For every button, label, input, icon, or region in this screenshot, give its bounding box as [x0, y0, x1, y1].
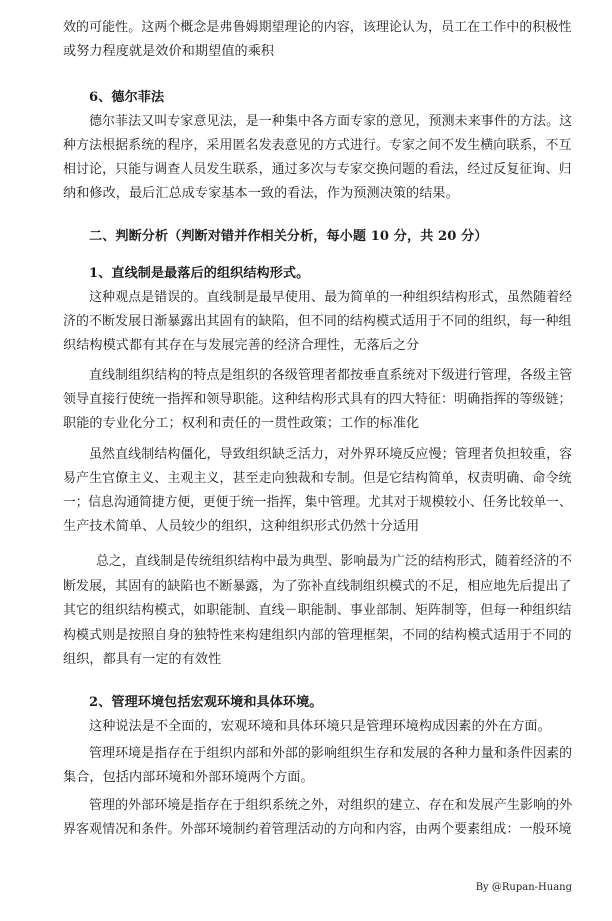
text-line: 断发展，其固有的缺陷也不断暴露，为了弥补直线制组织模式的不足，相应地先后提出了 [63, 579, 572, 594]
text-line: 济的不断发展日渐暴露出其固有的缺陷，但不同的结构模式适用于不同的组织，每一种组 [63, 314, 572, 329]
text-line: 德尔菲法又叫专家意见法，是一种集中各方面专家的意见，预测未来事件的方法。这 [89, 114, 573, 129]
text-line: 易产生官僚主义、主观主义，甚至走向独裁和专制。但是它结构简单，权责明确、命令统 [63, 471, 572, 486]
text-line: 生产技术简单、人员较少的组织，这种组织形式仍然十分适用 [63, 519, 420, 534]
text-line: 相讨论，只能与调查人员发生联系，通过多次与专家交换问题的看法，经过反复征询、归 [63, 162, 572, 177]
text-line: 组织，都具有一定的有效性 [63, 652, 222, 667]
text-line: 这种观点是错误的。直线制是最早使用、最为简单的一种组织结构形式，虽然随着经 [89, 290, 573, 305]
section-heading: 二、判断分析（判断对错并作相关分析，每小题 10 分，共 20 分） [89, 229, 488, 244]
section-heading: 2、管理环境包括宏观环境和具体环境。 [89, 695, 323, 710]
text-line: 种方法根据系统的程序，采用匿名发表意见的方式进行。专家之间不发生横向联系，不互 [63, 138, 572, 153]
text-line: 总之，直线制是传统组织结构中最为典型、影响最为广泛的结构形式，随着经济的不 [96, 554, 573, 569]
text-line: 或努力程度就是效价和期望值的乘积 [63, 44, 275, 59]
text-line: 效的可能性。这两个概念是弗鲁姆期望理论的内容，该理论认为，员工在工作中的积极性 [63, 20, 572, 35]
text-line: 直线制组织结构的特点是组织的各级管理者都按垂直系统对下级进行管理，各级主管 [89, 368, 573, 383]
text-line: 集合，包括内部环境和外部环境两个方面。 [63, 770, 314, 785]
text-line: 这种说法是不全面的，宏观环境和具体环境只是管理环境构成因素的外在方面。 [89, 719, 551, 734]
text-line: 一；信息沟通简捷方便，更便于统一指挥，集中管理。尤其对于规模较小、任务比较单一、 [63, 495, 572, 510]
author-credit: By @Rupan-Huang [475, 882, 572, 893]
text-line: 其它的组织结构模式，如职能制、直线－职能制、事业部制、矩阵制等，但每一种组织结 [63, 603, 572, 618]
text-line: 领导直接行使统一指挥和领导职能。这种结构形式具有的四大特征：明确指挥的等级链； [63, 392, 572, 407]
text-line: 织结构模式都有其存在与发展完善的经济合理性，无落后之分 [63, 338, 420, 353]
text-line: 职能的专业化分工；权利和责任的一贯性政策；工作的标准化 [63, 416, 420, 431]
text-line: 管理环境是指存在于组织内部和外部的影响组织生存和发展的各种力量和条件因素的 [89, 746, 573, 761]
text-line: 纳和修改，最后汇总成专家基本一致的看法，作为预测决策的结果。 [63, 186, 459, 201]
text-line: 管理的外部环境是指存在于组织系统之外，对组织的建立、存在和发展产生影响的外 [89, 798, 573, 813]
section-heading: 1、直线制是最落后的组织结构形式。 [89, 266, 310, 281]
section-heading: 6、德尔菲法 [89, 90, 165, 105]
text-line: 虽然直线制结构僵化，导致组织缺乏活力，对外界环境反应慢；管理者负担较重，容 [89, 447, 573, 462]
text-line: 构模式则是按照自身的独特性来构建组织内部的管理框架，不同的结构模式适用于不同的 [63, 628, 572, 643]
text-line: 界客观情况和条件。外部环境制约着管理活动的方向和内容，由两个要素组成：一般环境 [63, 822, 572, 837]
